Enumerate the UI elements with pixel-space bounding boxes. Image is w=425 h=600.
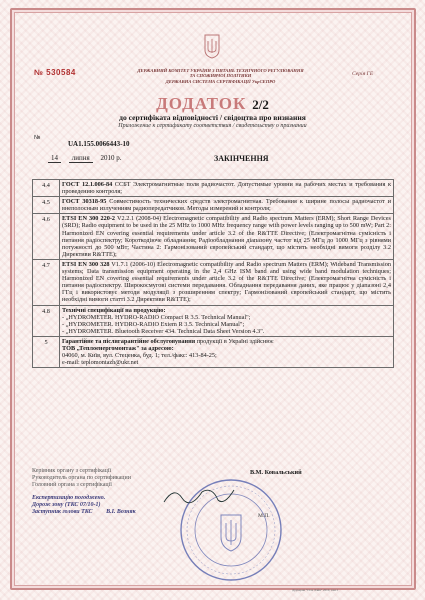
signatory-right: В.М. Ковальський [250, 469, 302, 476]
signature-icon [162, 482, 236, 508]
table-row: 4.6 ETSI EN 300 220-2 V2.2.1 (2008-04) Electromagnetic compatibility and Radio spectrum Matters (ERM); Short Range Devices (SRD); Radio equipment to be used in the 25 MHz to 1000 MHz frequency range with power levels ranging up to 500 mW; Part 2: Harmonized EN covering essential requirements under article 3.2 of the R&TTE Directive; (Електромагнітна сумісність і питання радіоспектру; Короткодіюче обладнання; Радіообладнання діапазону частот від 25 МГц до 1000 МГц з рівнями потужності до 500 мВт; Частина 2: Гармонізований європейський стандарт, що містить необхідні вимоги розділу 3.2 Директиви R&TTE); [33, 214, 394, 260]
table-row: 4.5 ГОСТ 30318-95 Совместимость технических средств электромагнитная. Требования к ширине полосы радиочастот и внеполосным излучениям радиопередатчиков. Методы измерений и контроля; [33, 197, 394, 214]
certificate-date: 14 липня 2010 р. [48, 154, 127, 162]
series-label: Серія ГЕ [352, 71, 374, 77]
standards-table [32, 179, 394, 368]
seal-place-label: М.П. [258, 513, 270, 519]
subtitle-russian: Приложение к сертификату соответствия / свидетельству о признании [118, 123, 307, 129]
table-row: 5 Гарантійне та післягарантійне обслуговування продукції в Україні здійснює ТОВ „Теплоенергомонтаж" за адресою: 04060, м. Київ, вул. Стеценка, буд. 1; тел./факс: 413-84-25; e-mail: teplomontazh@ukr.net [33, 336, 394, 367]
document-title: ДОДАТОК 2/2 [156, 94, 269, 113]
subtitle-ukrainian: до сертифіката відповідності / свідоцтва про визнання [119, 113, 306, 122]
table-row: 4.8 Технічні специфікації на продукцію: - „HYDROMETER. HYDRO-RADIO Compact R 3.5. Technical Manual"; - „HYDROMETER. HYDRO-RADIO Exiem R 3.5. Technical Manual"; - „HYDROMETER. Bluetooth Receiver 434. Technical Data Sheet Version 4.3". [33, 305, 394, 336]
trident-emblem-icon [203, 33, 221, 59]
printer-note: Друкарня "Сіла Лайн" 2010, зам.1 [292, 588, 339, 592]
table-row: 4.4 ГОСТ 12.1.006-84 ССБТ Электромагнитные поля радиочастот. Допустимые уровни на рабочих местах и требования к проведению контроля; [33, 180, 394, 197]
signatory-left: Керівник органу з сертифікації Руководитель органа по сертификации Головний органа з сертифікації Експертизацію погоджено. Дорож зону (ТКС 07/10-1) Заступник голови ТКС В.І. Возняк [32, 468, 136, 515]
table-row: 4.7 ETSI EN 300 328 V1.7.1 (2006-10) Electromagnetic compatibility and Radio spectrum Matters (ERM); Wideband Transmission systems; Data transmission equipment operating in the 2,4 GHz ISM band and using wide band modulation techniques; Harmonized EN covering essential requirements under article 3.2 of the R&TTE Directive; (Електромагнітна сумісність і питання радіоспектру. Широкосмугові системи передавання. Обладнання передавання даних, яке працює у діапазоні 2,4 ГГц і використовує методи модуляції з розширенням спектру; Гармонізований європейський стандарт, що містить необхідні вимоги статті 3.2 Директиви R&TTE); [33, 259, 394, 305]
issuing-authority: ДЕРЖАВНИЙ КОМІТЕТ УКРАЇНИ З ПИТАНЬ ТЕХНІЧНОГО РЕГУЛЮВАННЯ ТА СПОЖИВЧОЇ ПОЛІТИКИ ДЕРЖАВНА СИСТЕМА СЕРТИФІКАЦІЇ УкрСЕПРО [137, 68, 304, 84]
serial-number: № 530584 [34, 68, 76, 77]
conclusion-heading: ЗАКІНЧЕННЯ [214, 154, 269, 163]
number-label: № [34, 135, 41, 141]
certificate-number: UA1.155.0066443-10 [68, 140, 130, 148]
